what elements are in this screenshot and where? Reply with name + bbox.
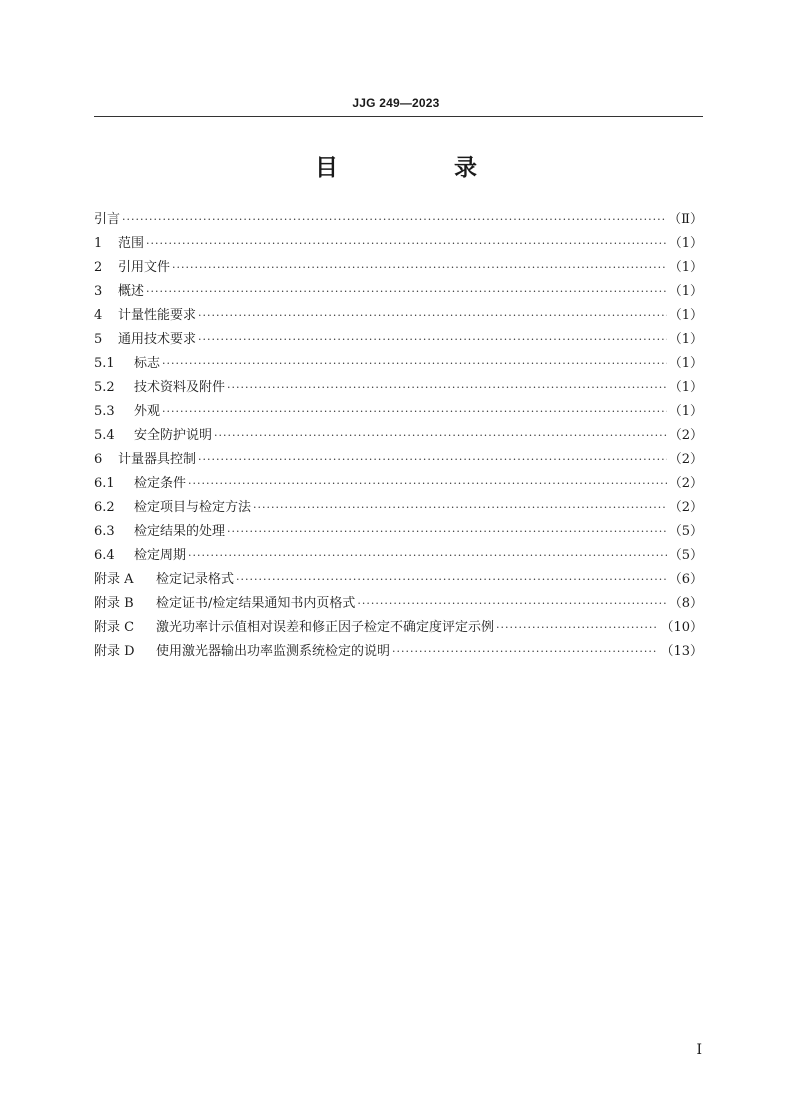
toc-number: 6.1 (94, 476, 115, 491)
toc-page: （Ⅱ） (668, 212, 703, 227)
toc-page: （1） (668, 308, 703, 323)
toc-label: 范围 (118, 236, 145, 251)
toc-page: （5） (668, 548, 703, 563)
toc-leader-dots (496, 616, 658, 640)
toc-item-6-3[interactable] (94, 520, 703, 544)
toc-item-appendix-d[interactable] (94, 640, 703, 664)
toc-number: 附录 A (94, 572, 134, 587)
toc-number: 5.3 (94, 404, 115, 419)
toc-label: 标志 (134, 356, 161, 371)
toc-page: （2） (668, 476, 703, 491)
toc-label: 安全防护说明 (134, 428, 213, 443)
toc-label: 引用文件 (118, 260, 171, 275)
toc-item-4[interactable] (94, 304, 703, 328)
toc-label: 通用技术要求 (118, 332, 197, 347)
toc-leader-dots (236, 568, 667, 592)
toc-number: 4 (94, 308, 103, 323)
toc-number: 附录 C (94, 620, 135, 635)
toc-page: （1） (668, 260, 703, 275)
toc-number: 5.2 (94, 380, 115, 395)
toc-leader-dots (214, 424, 667, 448)
toc-label: 计量器具控制 (118, 452, 197, 467)
toc-leader-dots (122, 208, 666, 232)
toc-leader-dots (188, 544, 667, 568)
toc-label: 技术资料及附件 (134, 380, 226, 395)
toc-page: （1） (668, 356, 703, 371)
toc-page: （13） (660, 644, 703, 659)
toc-leader-dots (146, 232, 667, 256)
toc-label: 检定条件 (134, 476, 187, 491)
toc-number: 附录 D (94, 644, 135, 659)
toc-leader-dots (172, 256, 667, 280)
toc-label: 检定记录格式 (156, 572, 235, 587)
toc-item-5-3[interactable] (94, 400, 703, 424)
toc-leader-dots (146, 280, 667, 304)
toc-item-intro[interactable] (94, 208, 703, 232)
toc-item-6-1[interactable] (94, 472, 703, 496)
toc-page: （8） (668, 596, 703, 611)
toc-number: 5.4 (94, 428, 115, 443)
toc-item-5[interactable] (94, 328, 703, 352)
toc-number: 1 (94, 236, 103, 251)
toc-page: （10） (660, 620, 703, 635)
toc-page: （1） (668, 380, 703, 395)
toc-label: 计量性能要求 (118, 308, 197, 323)
toc-label: 外观 (134, 404, 161, 419)
toc-page: （5） (668, 524, 703, 539)
toc-item-6-2[interactable] (94, 496, 703, 520)
toc-leader-dots (162, 400, 667, 424)
toc-number: 附录 B (94, 596, 134, 611)
toc-leader-dots (392, 640, 658, 664)
page-title: 目 录 (314, 155, 531, 181)
toc-leader-dots (198, 304, 667, 328)
toc-label: 检定项目与检定方法 (134, 500, 252, 515)
toc-leader-dots (162, 352, 667, 376)
toc-page: （2） (668, 452, 703, 467)
toc-leader-dots (357, 592, 666, 616)
toc-label: 激光功率计示值相对误差和修正因子检定不确定度评定示例 (156, 620, 495, 635)
toc-label: 使用激光器输出功率监测系统检定的说明 (156, 644, 391, 659)
toc-label: 检定证书/检定结果通知书内页格式 (156, 596, 356, 611)
toc-number: 6.2 (94, 500, 115, 515)
toc-item-3[interactable] (94, 280, 703, 304)
toc-item-6[interactable] (94, 448, 703, 472)
toc-item-appendix-b[interactable] (94, 592, 703, 616)
toc-page: （1） (668, 284, 703, 299)
toc-number: 6.4 (94, 548, 115, 563)
toc-leader-dots (227, 520, 667, 544)
toc-item-5-2[interactable] (94, 376, 703, 400)
toc-label: 引言 (94, 212, 121, 227)
toc-page: （1） (668, 236, 703, 251)
toc-number: 2 (94, 260, 103, 275)
page-number: I (696, 1042, 702, 1058)
toc-leader-dots (188, 472, 667, 496)
toc-leader-dots (198, 328, 667, 352)
toc-item-5-1[interactable] (94, 352, 703, 376)
toc-item-1[interactable] (94, 232, 703, 256)
toc-page: （2） (668, 500, 703, 515)
toc-label: 概述 (118, 284, 145, 299)
toc-item-2[interactable] (94, 256, 703, 280)
toc-item-appendix-a[interactable] (94, 568, 703, 592)
toc-item-6-4[interactable] (94, 544, 703, 568)
toc-item-appendix-c[interactable] (94, 616, 703, 640)
document-code: JJG 249—2023 (352, 96, 440, 110)
toc-number: 6 (94, 452, 103, 467)
toc-leader-dots (253, 496, 667, 520)
toc-leader-dots (227, 376, 667, 400)
table-of-contents (94, 208, 703, 664)
toc-number: 5.1 (94, 356, 115, 371)
toc-number: 3 (94, 284, 103, 299)
header-divider (94, 116, 703, 117)
toc-label: 检定周期 (134, 548, 187, 563)
toc-item-5-4[interactable] (94, 424, 703, 448)
toc-number: 6.3 (94, 524, 115, 539)
toc-page: （1） (668, 332, 703, 347)
toc-label: 检定结果的处理 (134, 524, 226, 539)
toc-number: 5 (94, 332, 103, 347)
toc-page: （2） (668, 428, 703, 443)
toc-page: （6） (668, 572, 703, 587)
toc-page: （1） (668, 404, 703, 419)
toc-leader-dots (198, 448, 667, 472)
